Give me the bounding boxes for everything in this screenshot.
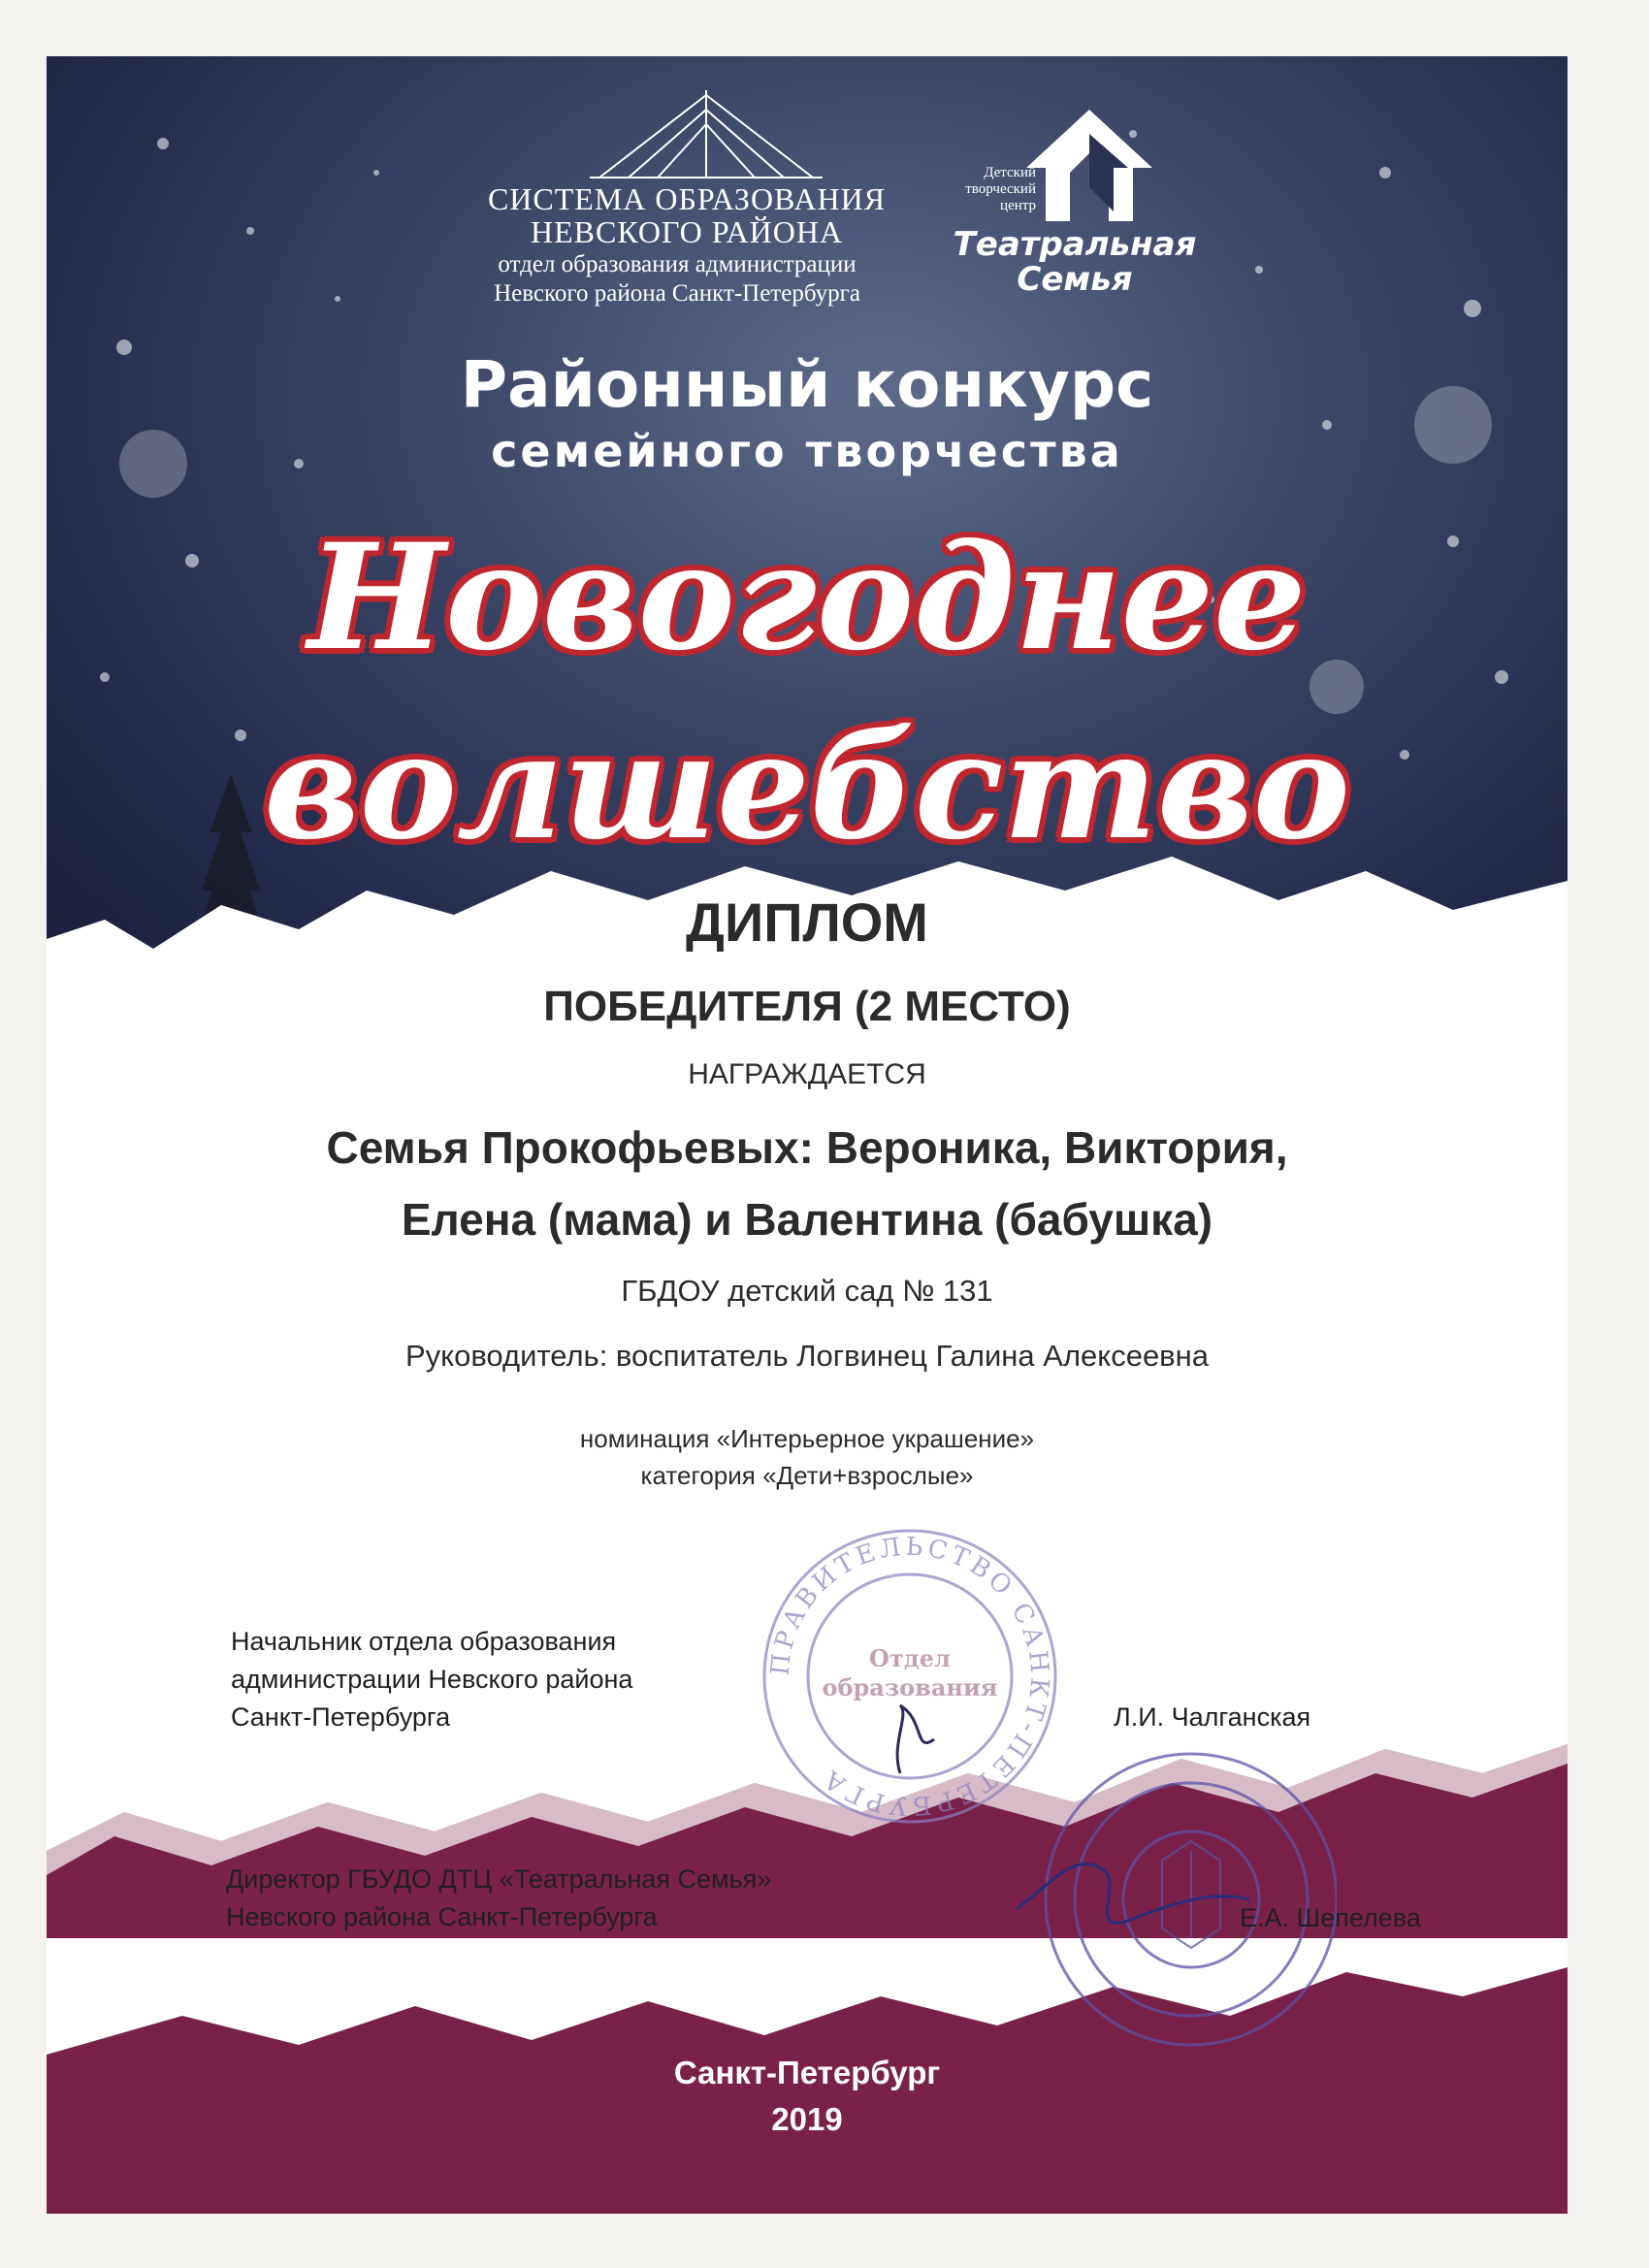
contest-subtitle: семейного творчества (491, 425, 1123, 477)
contest-name-line2: волшебство (264, 701, 1350, 872)
signatory-title-line: Невского района Санкт-Петербурга (226, 1902, 658, 1931)
leader-name: Руководитель: воспитатель Логвинец Галина Алексеевна (404, 1339, 1210, 1373)
diploma-title: ДИПЛОМ (686, 891, 928, 953)
center-caption-line: Детский (984, 165, 1036, 180)
org-title (435, 182, 939, 248)
signatory-title-line: администрации Невского района (231, 1665, 633, 1694)
signatory-1-name: Л.И. Чалганская (1114, 1702, 1311, 1732)
house-logo-icon (1017, 100, 1162, 226)
signatory-title-line: Директор ГБУДО ДТЦ «Театральная Семья» (226, 1864, 772, 1894)
diploma-sheet (47, 56, 1568, 2214)
org-subtitle-line: отдел образования администрации (498, 251, 857, 277)
signatory-2-title (226, 1861, 827, 1936)
org-subtitle (415, 250, 939, 308)
center-name-line: Семья (1017, 260, 1133, 299)
signatory-title-line: Начальник отдела образования (231, 1627, 617, 1656)
nomination: номинация «Интерьерное украшение» (579, 1424, 1035, 1453)
bridge-logo-icon (590, 85, 823, 192)
org-subtitle-line: Невского района Санкт-Петербурга (494, 280, 860, 307)
center-name (900, 227, 1249, 297)
category: категория «Дети+взрослые» (640, 1461, 974, 1490)
school-name: ГБДОУ детский сад № 131 (621, 1274, 993, 1308)
footer-city: Санкт-Петербург (673, 2055, 941, 2090)
center-caption-line: центр (1000, 198, 1036, 213)
stamp-center-text: Отдел (869, 1644, 951, 1672)
contest-title: Районный конкурс (460, 347, 1154, 422)
awarded-label: НАГРАЖДАЕТСЯ (688, 1058, 926, 1090)
org-title-line: НЕВСКОГО РАЙОНА (530, 214, 844, 249)
center-caption-line: творческий (965, 181, 1036, 197)
recipient-line: Елена (мама) и Валентина (бабушка) (401, 1194, 1213, 1245)
footer-year: 2019 (771, 2101, 843, 2137)
center-caption (881, 165, 1036, 214)
signatory-title-line: Санкт-Петербурга (231, 1702, 451, 1732)
signatory-1-title (231, 1623, 735, 1736)
stamp-center-text: образования (822, 1673, 998, 1701)
center-name-line: Театральная (953, 225, 1197, 264)
diploma-subtitle: ПОБЕДИТЕЛЯ (2 МЕСТО) (543, 983, 1071, 1030)
signatory-2-name: Е.А. Шепелева (1240, 1903, 1421, 1932)
stamp-ring-text: ПРАВИТЕЛЬСТВО САНКТ-ПЕТЕРБУРГА (765, 1532, 1054, 1821)
recipient-line: Семья Прокофьевых: Вероника, Виктория, (326, 1122, 1288, 1173)
org-title-line: СИСТЕМА ОБРАЗОВАНИЯ (487, 181, 887, 216)
contest-name-line1: Новогоднее (307, 512, 1307, 683)
